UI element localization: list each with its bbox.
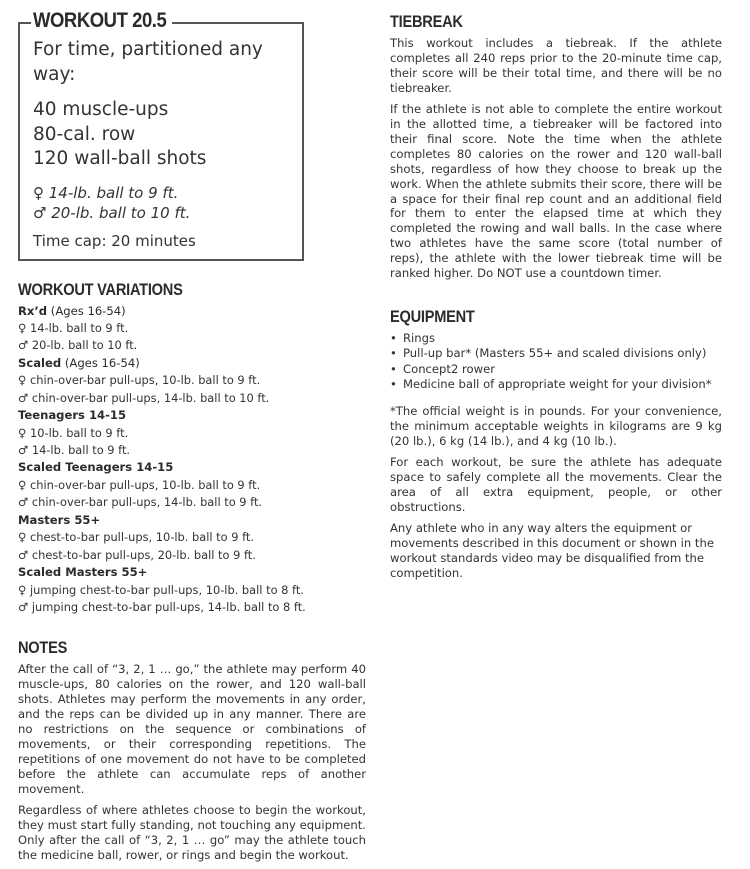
equipment-paragraph-3: Any athlete who in any way alters the equipment or movements described in this document or shown in the workout standards video may be disqualified from the competition.: [390, 520, 714, 580]
time-cap: Time cap: 20 minutes: [33, 231, 196, 250]
male-line: ♂ chest-to-bar pull-ups, 20-lb. ball to 9 ft.: [18, 547, 256, 562]
group-note: (Ages 16-54): [47, 303, 126, 318]
equipment-paragraph-2: For each workout, be sure the athlete has adequate space to safely complete all the movements. Clear the area of all extra equipment, people, or other obstructions.: [390, 454, 722, 514]
male-line: ♂ chin-over-bar pull-ups, 14-lb. ball to 9 ft.: [18, 495, 263, 510]
female-line: ♀ 10-lb. ball to 9 ft.: [18, 425, 129, 440]
male-line: ♂ chin-over-bar pull-ups, 14-lb. ball to 10 ft.: [18, 390, 270, 405]
male-line: ♂ 20-lb. ball to 10 ft.: [18, 338, 138, 353]
female-line: ♀ jumping chest-to-bar pull-ups, 10-lb. ball to 8 ft.: [18, 582, 304, 597]
right-column: [390, 12, 722, 587]
workout-subtitle: For time, partitioned any way:: [33, 39, 263, 85]
equipment-item: • Pull-up bar* (Masters 55+ and scaled divisions only): [390, 346, 722, 361]
female-line: ♀ chest-to-bar pull-ups, 10-lb. ball to 9 ft.: [18, 530, 254, 545]
movement-3: 120 wall-ball shots: [33, 148, 207, 169]
variation-group-teenagers: [18, 407, 366, 459]
notes-paragraph-1: After the call of “3, 2, 1 … go,” the athlete may perform 40 muscle-ups, 80 calories on the rower, and 120 wall-ball shots. Athletes may perform the movements in any order, and the reps can be divided up in any manner. There are no restrictions on the sequence or combinations of movements, or their corresponding repetitions. The repetitions of one movement do not have to be completed before the athlete can accumulate reps of another movement.: [18, 662, 366, 796]
male-line: ♂ 14-lb. ball to 9 ft.: [18, 443, 131, 458]
female-line: ♀ chin-over-bar pull-ups, 10-lb. ball to 9 ft.: [18, 373, 261, 388]
female-line: ♀ 14-lb. ball to 9 ft.: [18, 321, 129, 335]
group-name: Scaled: [18, 355, 62, 370]
workout-box: [18, 9, 304, 261]
variation-group-rxd: [18, 303, 366, 355]
left-column: [18, 10, 366, 869]
group-name: Teenagers 14-15: [18, 408, 127, 423]
equipment-list: [390, 331, 722, 392]
group-name: Scaled Masters 55+: [18, 565, 148, 580]
movement-1: 40 muscle-ups: [33, 99, 169, 120]
group-note: (Ages 16-54): [61, 355, 140, 370]
variation-group-scaled-teenagers: [18, 459, 366, 511]
female-line: ♀ chin-over-bar pull-ups, 10-lb. ball to 9 ft.: [18, 477, 261, 492]
group-name: Scaled Teenagers 14-15: [18, 460, 174, 475]
variation-group-scaled: [18, 355, 366, 407]
equipment-paragraph-1: *The official weight is in pounds. For your convenience, the minimum acceptable weights in kilograms are 9 kg (20 lb.), 6 kg (14 lb.), and 4 kg (10 lb.).: [390, 404, 722, 448]
equipment-item: • Medicine ball of appropriate weight for your division*: [390, 377, 722, 392]
variation-group-scaled-masters: [18, 564, 366, 616]
notes-paragraph-2: Regardless of where athletes choose to begin the workout, they must start fully standing, not touching any equipment. Only after the call of “3, 2, 1 … go” may the athlete touch the medicine ball, rower, or rings and begin the workout.: [18, 802, 366, 862]
variations-heading: WORKOUT VARIATIONS: [18, 279, 183, 299]
equipment-heading: EQUIPMENT: [390, 307, 475, 327]
tiebreak-paragraph-1: This workout includes a tiebreak. If the athlete completes all 240 reps prior to the 20-minute time cap, their score will be their total time, and there will be no tiebreaker.: [390, 36, 722, 95]
male-line: ♂ jumping chest-to-bar pull-ups, 14-lb. ball to 8 ft.: [18, 599, 306, 614]
male-standard: ♂ 20-lb. ball to 10 ft.: [33, 203, 191, 222]
variation-group-masters: [18, 512, 366, 564]
equipment-item: • Rings: [390, 331, 722, 346]
workout-title: WORKOUT 20.5: [33, 9, 172, 33]
movement-2: 80-cal. row: [33, 123, 136, 145]
tiebreak-heading: TIEBREAK: [390, 12, 463, 31]
equipment-item: • Concept2 rower: [390, 362, 722, 377]
group-name: Masters 55+: [18, 512, 101, 527]
group-name: Rx’d: [18, 303, 48, 318]
notes-heading: NOTES: [18, 638, 68, 658]
female-standard: ♀ 14-lb. ball to 9 ft.: [33, 183, 179, 202]
tiebreak-paragraph-2: If the athlete is not able to complete the entire workout in the allotted time, a tiebreaker will be factored into their final score. Note the time when the athlete completes 80 calories on the rower and 120 wall-ball shots, regardless of how they choose to break up the work. When the athlete submits their score, there will be a space for their final rep count and an additional field for them to enter the elapsed time at which they completed the rowing and wall balls. In the case where two athletes have the same score (total number of reps), the athlete with the lower tiebreak time will be ranked higher. Do NOT use a countdown timer.: [390, 101, 722, 281]
